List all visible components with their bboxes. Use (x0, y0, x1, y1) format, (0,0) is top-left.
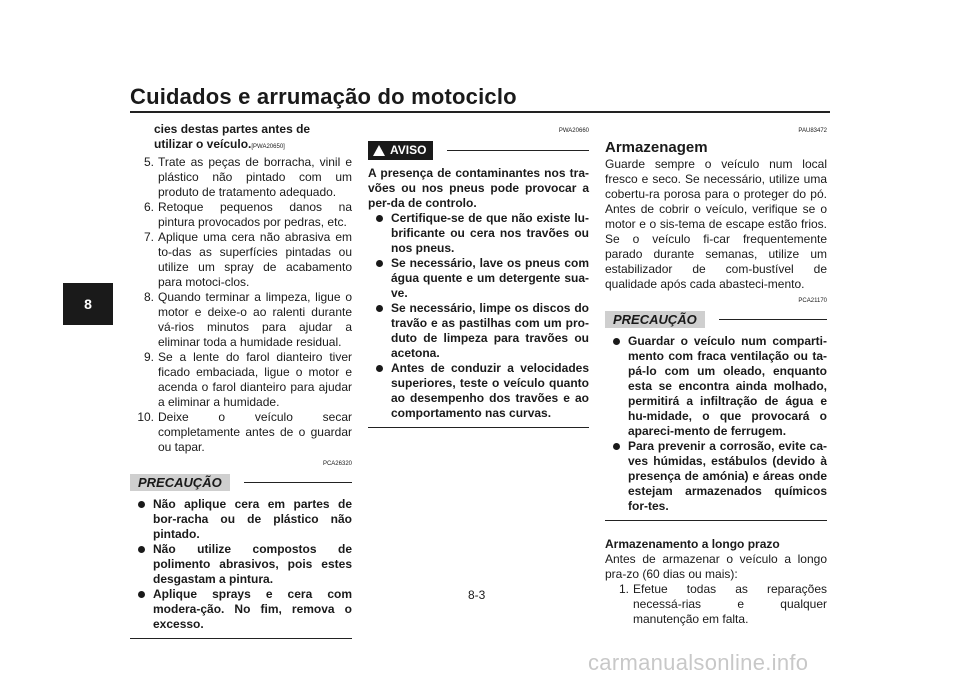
bullet-icon (613, 443, 620, 450)
notice-end-rule (130, 638, 352, 639)
banner-rule (719, 319, 827, 320)
step-number: 9. (143, 350, 154, 364)
step-text: Aplique uma cera não abrasiva em to-das as superfícies pintadas ou utilize um spray de acabamento para motoci-clos. (158, 230, 352, 289)
warning-bullet (376, 211, 589, 256)
chapter-tab: 8 (63, 283, 113, 325)
step-text: Trate as peças de borracha, vinil e plástico não pintado com um produto de tratamento adequado. (158, 155, 352, 199)
intro-code: [PWA20650] (251, 144, 285, 150)
warning-code: PWA20660 (558, 128, 589, 134)
bullet-icon (613, 338, 620, 345)
step-text: Quando terminar a limpeza, ligue o motor e deixe-o ao ralenti durante vá-rios minutos para ajudar a eliminar toda a humidade residual. (158, 290, 352, 349)
step-number: 5. (143, 155, 154, 169)
notice-code: PCA21170 (798, 298, 827, 304)
banner-rule (447, 150, 589, 151)
step-number: 10. (137, 410, 154, 424)
bullet-text: Antes de conduzir a velocidades superiores, teste o veículo quanto ao desempenho dos travões e ao comportamento nas curvas. (391, 361, 589, 420)
bullet-text: Certifique-se de que não existe lu-brificante ou cera nos travões ou nos pneus. (391, 211, 589, 255)
warning-end-rule (368, 427, 589, 428)
notice-code: PCA26320 (322, 461, 352, 467)
bullet-icon (138, 501, 145, 508)
bullet-icon (138, 591, 145, 598)
page-title: Cuidados e arrumação do motociclo (130, 84, 517, 109)
subheading: Armazenamento a longo prazo (605, 537, 780, 551)
column-2 (368, 122, 589, 428)
step-item (130, 350, 352, 410)
warning-bullet (376, 256, 589, 301)
warning-banner (368, 141, 589, 160)
caution-bullet (613, 439, 827, 514)
step-item (130, 230, 352, 290)
step-item (130, 290, 352, 350)
caution-banner (130, 474, 352, 491)
intro-bold: cies destas partes antes de utilizar o veículo. (154, 122, 311, 151)
intro-text (130, 122, 352, 155)
step-item (130, 200, 352, 230)
section-heading: Armazenagem (605, 139, 708, 156)
bullet-text: Para prevenir a corrosão, evite ca-ves húmidas, estábulos (devido à presença de amónia) e áreas onde estejam armazenados químicos for-tes. (628, 439, 827, 513)
banner-rule (244, 482, 352, 483)
caution-label: PRECAUÇÃO (605, 311, 705, 328)
section-code: PAU83472 (798, 128, 827, 134)
bullet-text: Se necessário, limpe os discos do travão e as pastilhas com um pro-duto de limpeza para travões ou acetona. (391, 301, 589, 360)
bullet-icon (376, 305, 383, 312)
page-number: 8-3 (468, 588, 486, 602)
bullet-icon (138, 546, 145, 553)
watermark: carmanualsonline.info (588, 650, 809, 675)
caution-label: PRECAUÇÃO (130, 474, 230, 491)
step-item (130, 410, 352, 455)
step-text: Se a lente do farol dianteiro tiver ficado embaciada, ligue o motor e acenda o farol dianteiro para ajudar a eliminar a humidade. (158, 350, 352, 409)
bullet-text: Se necessário, lave os pneus com água quente e um detergente sua-ve. (391, 256, 589, 300)
step-number: 1. (618, 582, 629, 596)
warning-bullet (376, 301, 589, 361)
warning-text: A presença de contaminantes nos tra-vões ou nos pneus pode provocar a per-da de controlo. (368, 166, 589, 210)
bullet-text: Guardar o veículo num comparti-mento com fraca ventilação ou ta-pá-lo com um oleado, enquanto esta se encontra ainda molhado, permitirá a infiltração de água e hu-midade, o que provocará o apareci-mento de ferrugem. (628, 334, 827, 438)
warning-bullet (376, 361, 589, 421)
step-text: Efetue todas as reparações necessá-rias e qualquer manutenção em falta. (633, 582, 827, 626)
column-1 (130, 122, 352, 639)
caution-bullet (613, 334, 827, 439)
step-item (130, 155, 352, 200)
caution-bullet (138, 497, 352, 542)
bullet-text: Aplique sprays e cera com modera-ção. No fim, remova o excesso. (153, 587, 352, 631)
warning-label: AVISO (390, 143, 427, 157)
step-text: Retoque pequenos danos na pintura provocados por pedras, etc. (158, 200, 352, 229)
step-number: 8. (143, 290, 154, 304)
caution-bullet (138, 542, 352, 587)
section-paragraph: Guarde sempre o veículo num local fresco e seco. Se necessário, utilize uma cobertu-ra porosa para o proteger do pó. Antes de cobrir o veículo, verifique se o motor e o sis-tema de escape estão frios. Se o veículo fi-car frequentemente parado durante semanas, utilize um estabilizador de com-bustível de qualidade após cada abasteci-mento. (605, 157, 827, 291)
step-number: 7. (143, 230, 154, 244)
bullet-text: Não aplique cera em partes de bor-racha ou de plástico não pintado. (153, 497, 352, 541)
step-number: 6. (143, 200, 154, 214)
bullet-icon (376, 365, 383, 372)
bullet-text: Não utilize compostos de polimento abrasivos, pois estes desgastam a pintura. (153, 542, 352, 586)
caution-banner (605, 311, 827, 328)
warning-triangle-icon (373, 145, 385, 156)
bullet-icon (376, 260, 383, 267)
sub-paragraph: Antes de armazenar o veículo a longo pra-zo (60 dias ou mais): (605, 552, 827, 581)
step-list (130, 155, 352, 455)
step-item (605, 582, 827, 627)
bullet-icon (376, 215, 383, 222)
step-text: Deixe o veículo secar completamente antes de o guardar ou tapar. (158, 410, 352, 454)
column-3 (605, 122, 827, 627)
caution-bullet (138, 587, 352, 632)
warning-label-box (368, 141, 433, 160)
title-rule (130, 111, 830, 113)
